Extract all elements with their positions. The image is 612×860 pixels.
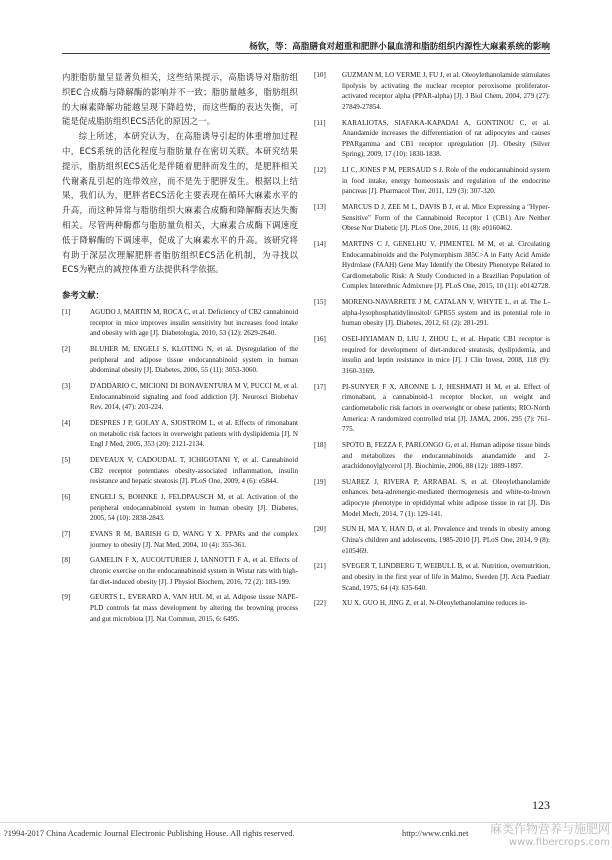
header-rule [62,53,550,54]
body-text [62,70,298,277]
copyright-notice: ?1994-2017 China Academic Journal Electronic Publishing House. All rights reserved. [4,829,295,838]
reference-list-left [62,307,298,624]
reference-item: [9] GEURTS L, EVERARD A, VAN HUL M, et al. Adipose tissue NAPE-PLD controls fat mass development by altering the browning process and gut microbiota [J]. Nat Commun, 2015, 6: 6495. [62,593,298,623]
reference-item: [11] KARALIOTAS, SIAFAKA-KAPADAI A, GONTINOU C, et al. Anandamide increases the differentiation of rat adipocytes and causes PPARgamma and CB1 receptor upregulation [J]. Obesity (Silver Spring), 2009, 17 (10): 1830-1838. [314,118,550,159]
reference-item: [14] MARTINS C J, GENELHU V, PIMENTEL M M, et al. Circulating Endocannabinoids and the Polymorphism 385C>A in Fatty Acid Amide Hydrolase (FAAH) Gene May Identify the Obesity Phenotype Related to Cardiometabolic Risk: A Study Conducted in a Brazilian Population of Complex Interethnic Admixture [J]. PLoS One, 2015, 10 (11): e0142728. [314,240,550,291]
reference-item: [17] PI-SUNYER F X, ARONNE L J, HESHMATI H M, et al. Effect of rimonabant, a cannabinoid-1 receptor blocker, on weight and cardiometabolic risk factors in overweight or obese patients; RIO-North America: A randomized controlled trial [J]. JAMA, 2006, 295 (7): 761-775. [314,382,550,434]
reference-item: [13] MARCUS D J, ZEE M L, DAVIS B J, et al. Mice Expressing a "Hyper-Sensitive" Form of the Cannabinoid Receptor 1 (CB1) Are Neither Obese Nor Diabetic [J]. PLoS One, 2016, 11 (8): e0160462. [314,203,550,233]
references-heading: 参考文献： [62,290,104,301]
reference-item: [21] SVEGER T, LINDBERG T, WEIBULL B, et al. Nutrition, overnutrition, and obesity in the first year of life in Malmo, Sweden [J]. Acta Paediatr Scand, 1975, 64 (4): 635-640. [314,562,550,592]
reference-item: [18] SPOTO B, FEZZA F, PARLONGO G, et al. Human adipose tissue binds and metabolizes the endocannabinoids anandamide and 2-arachidonoylglycerol [J]. Biochimie, 2006, 88 (12): 1889-1897. [314,440,550,471]
reference-item: [8] GAMELIN F X, AUCOUTURIER J, IANNOTTI F A, et al. Effects of chronic exercise on the endocannabinoid system in Wistar rats with high-fat diet-induced obesity [J]. J Physiol Biochem, 2016, 72 (2): 183-199. [62,556,299,586]
page-number: 123 [532,798,550,812]
watermark-url: www.fibercrops.com [508,837,610,848]
reference-item: [2] BLUHER M, ENGELI S, KLOTING N, et al. Dysregulation of the peripheral and adipose tissue endocannabinoid system in human abdominal obesity [J]. Diabetes, 2006, 55 (11): 3053-3060. [62,345,298,375]
left-column [62,70,298,629]
reference-list-right [314,70,550,609]
watermark-title: 麻类作物营养与施肥网 [489,822,610,836]
reference-item: [7] EVANS R M, BARISH G D, WANG Y X. PPARs and the complex journey to obesity [J]. Nat Med, 2004, 10 (4): 355-361. [62,529,298,549]
reference-item: [16] OSEI-HYIAMAN D, LIU J, ZHOU L, et al. Hepatic CB1 receptor is required for development of diet-induced steatosis, dyslipidemia, and insulin and leptin resistance in mice [J]. J Clin Invest, 2008, 118 (9): 3160-3169. [314,335,550,375]
running-header: 杨钦，等：高脂膳食对超重和肥胖小鼠血清和脂肪组织内源性大麻素系统的影响 [249,42,550,52]
reference-item: [10] GUZMAN M, LO VERME J, FU J, et al. Oleoylethanolamide stimulates lipolysis by activating the nuclear receptor peroxisome proliferator-activated receptor alpha (PPAR-alpha) [J]. J Biol Chem, 2004, 279 (27): 27849-27854. [314,71,550,111]
reference-item: [15] MORENO-NAVARRETE J M, CATALAN V, WHYTE L, et al. The L-alpha-lysophosphatidylinositol/ GPR55 system and its potential role in human obesity [J]. Diabetes, 2012, 61 (2): 281-291. [314,298,550,328]
reference-item: [22] XU X, GUO H, JING Z, et al. N-Oleoylethanolamine reduces in- [314,599,528,608]
reference-item: [6] ENGELI S, BOHNKE J, FELDPAUSCH M, et al. Activation of the peripheral endocannabinoid system in human obesity [J]. Diabetes, 2005, 54 (10): 2838-2843. [62,493,298,523]
page-footer [0,822,612,860]
footer-url: http://www.cnki.net [402,829,469,838]
reference-item: [3] D'ADDARIO C, MICIONI DI BONAVENTURA M V, PUCCI M, et al. Endocannabinoid signaling and food addiction [J]. Neurosci Biobehav Rev, 2014, (47): 203-224. [62,382,298,412]
reference-item: [19] SUAREZ J, RIVERA P, ARRABAL S, et al. Oleoylethanolamide enhances beta-adrenergic-mediated thermogenesis and white-to-brown adipocyte phenotype in epididymal white adipose tissue in rat [J]. Dis Model Mech, 2014, 7 (1): 129-141. [314,477,550,518]
reference-item: [12] LI C, JONES P M, PERSAUD S J. Role of the endocannabinoid system in food intake, energy homeostasis and regulation of the endocrine pancreas [J]. Pharmacol Ther, 2011, 129 (3): 307-320. [314,166,550,196]
body-paragraph-2: 综上所述，本研究认为，在高脂诱导引起的体重增加过程中，ECS系统的活化程度与脂肪量存在密切关联。本研究结果提示，脂肪组织ECS活化是伴随着肥胖而发生的，是肥胖相关代谢紊乱引起的连带效应，而不是先于肥胖发生。根据以上结果，我们认为，肥胖者ECS活化主要表现在循环大麻素水平的升高，而这种异常与脂肪组织大麻素合成酶和降解酶表达失衡相关。尽管两种酶都与脂肪量负相关，大麻素合成酶下调速度低于降解酶的下调速率，促成了大麻素水平的升高。该研究将有助于深层次理解肥胖者脂肪组织ECS活化机制，为寻找以ECS为靶点的减控体重方法提供科学依据。 [62,131,298,275]
reference-item: [4] DESPRES J P, GOLAY A, SJOSTROM L, et al. Effects of rimonabant on metabolic risk factors in overweight patients with dyslipidemia [J]. N Engl J Med, 2005, 353 (20): 2121-2134. [62,419,298,449]
watermark [490,823,610,849]
right-column [314,70,550,614]
reference-item: [20] SUN H, MA Y, HAN D, et al. Prevalence and trends in obesity among China's children and adolescents, 1985-2010 [J]. PLoS One, 2014, 9 (8): e105469. [314,525,550,555]
body-paragraph-1: 内脏脂肪量呈显著负相关，这些结果提示，高脂诱导对脂肪组织EC合成酶与降解酶的影响并不一致；脂肪量越多，脂肪组织的大麻素降解功能越呈现下降趋势，而这些酶的表达失衡，可能是促成脂肪组织ECS活化的原因之一。 [62,72,298,127]
reference-item: [1] AGUDO J, MARTIN M, ROCA C, et al. Deficiency of CB2 cannabinoid receptor in mice improves insulin sensitivity but increases food intake and obesity with age [J]. Diabetologia, 2010, 53 (12): 2629-2640. [62,308,298,338]
reference-item: [5] DEVEAUX V, CADOUDAL T, ICHIGOTANI Y, et al. Cannabinoid CB2 receptor potentiates obesity-associated inflammation, insulin resistance and hepatic steatosis [J]. PLoS One, 2009, 4 (6): e5844. [62,456,298,486]
